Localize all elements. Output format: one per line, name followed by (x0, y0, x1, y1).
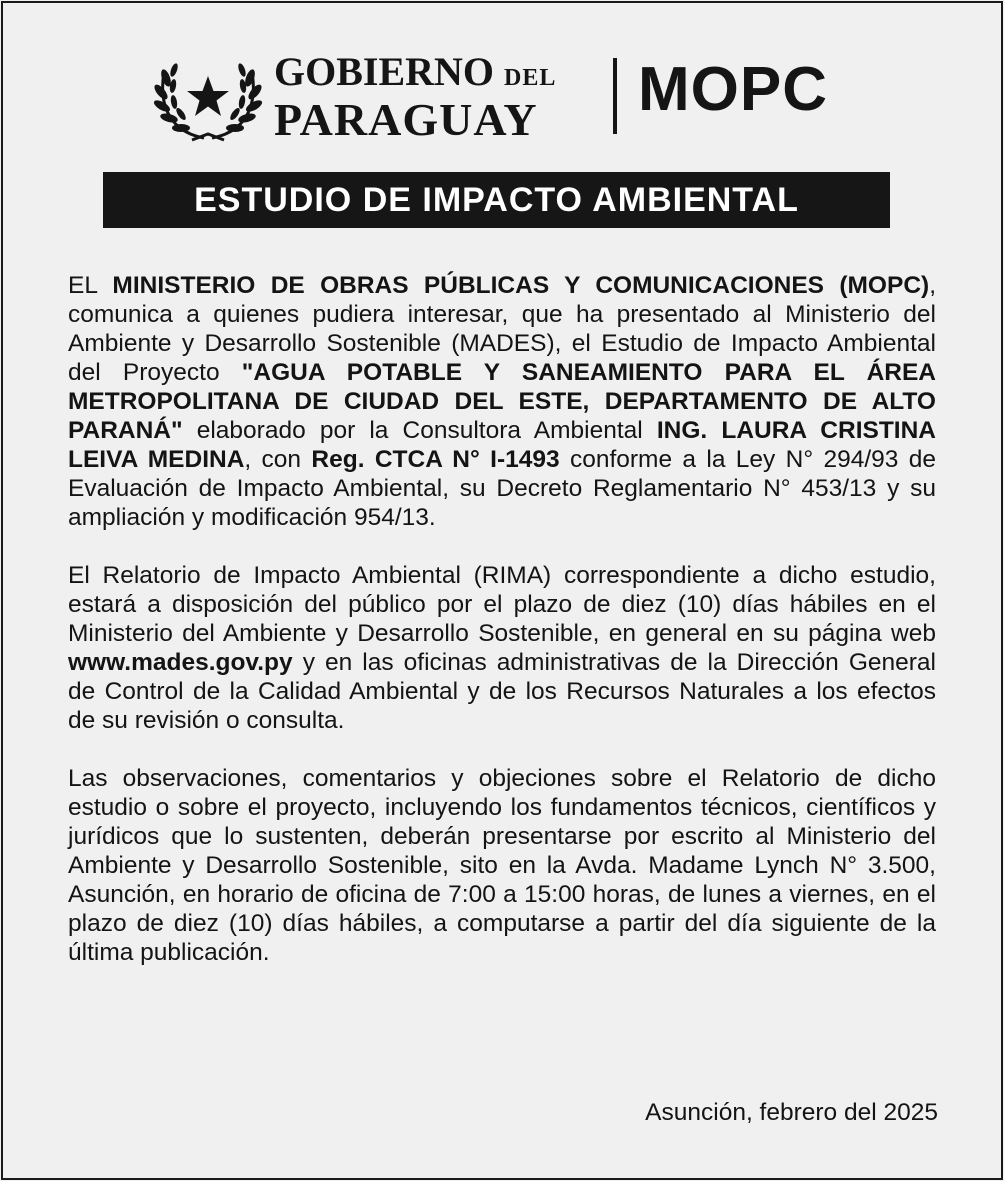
p1-text-5: conforme a la Ley N° 294/93 de Evaluación de Impacto Ambiental, su Decreto Reglamentario N° 453/13 y su ampliación y modificación 954/13. (68, 446, 937, 531)
paragraph-3 (68, 764, 936, 967)
p1-text-3: elaborado por la Consultora Ambiental (182, 417, 657, 444)
header (150, 48, 870, 148)
agency-logotype: MOPC (638, 55, 828, 124)
p2-text-1: El Relatorio de Impacto Ambiental (RIMA) correspondiente a dicho estudio, estará a disposición del público por el plazo de diez (10) días hábiles en el Ministerio del Ambiente y Desarrollo Sostenible, en general en su página web (68, 562, 936, 647)
paragraph-1 (68, 271, 936, 532)
paraguay-seal-icon (154, 50, 262, 146)
government-logotype (274, 49, 557, 145)
place-date: Asunción, febrero del 2025 (645, 1099, 938, 1126)
p1-text-2: , comunica a quienes pudiera interesar, que ha presentado al Ministerio del Ambiente y Desarrollo Sostenible (MADES), el Estudio de Impacto Ambiental del Proyecto (68, 272, 936, 386)
registration-number: Reg. CTCA N° I-1493 (311, 446, 560, 473)
notice-title: ESTUDIO DE IMPACTO AMBIENTAL (103, 172, 890, 228)
notice-body (68, 271, 936, 996)
ministry-name: MINISTERIO DE OBRAS PÚBLICAS Y COMUNICACIONES (MOPC) (112, 272, 930, 299)
p1-text-1: EL (68, 272, 113, 299)
p2-text-2: y en las oficinas administrativas de la Dirección General de Control de la Calidad Ambiental y de los Recursos Naturales a los efectos de su revisión o consulta. (68, 649, 936, 734)
project-name: "AGUA POTABLE Y SANEAMIENTO PARA EL ÁREA METROPOLITANA DE CIUDAD DEL ESTE, DEPARTAMENTO DE ALTO PARANÁ" (68, 359, 936, 444)
paragraph-2 (68, 561, 936, 735)
logo-divider (613, 58, 617, 134)
gov-line1-small: DEL (504, 65, 557, 91)
gov-line1-main: GOBIERNO (274, 49, 495, 94)
p1-text-4: , con (244, 446, 312, 473)
consultant-name: ING. LAURA CRISTINA LEIVA MEDINA (68, 417, 936, 473)
website-link: www.mades.gov.py (68, 649, 293, 676)
gov-line2: PARAGUAY (274, 94, 538, 145)
p3-text-1: Las observaciones, comentarios y objeciones sobre el Relatorio de dicho estudio o sobre el proyecto, incluyendo los fundamentos técnicos, científicos y jurídicos que lo sustenten, deberán presentarse por escrito al Ministerio del Ambiente y Desarrollo Sostenible, sito en la Avda. Madame Lynch N° 3.500, Asunción, en horario de oficina de 7:00 a 15:00 horas, de lunes a viernes, en el plazo de diez (10) días hábiles, a computarse a partir del día siguiente de la última publicación. (68, 765, 936, 966)
